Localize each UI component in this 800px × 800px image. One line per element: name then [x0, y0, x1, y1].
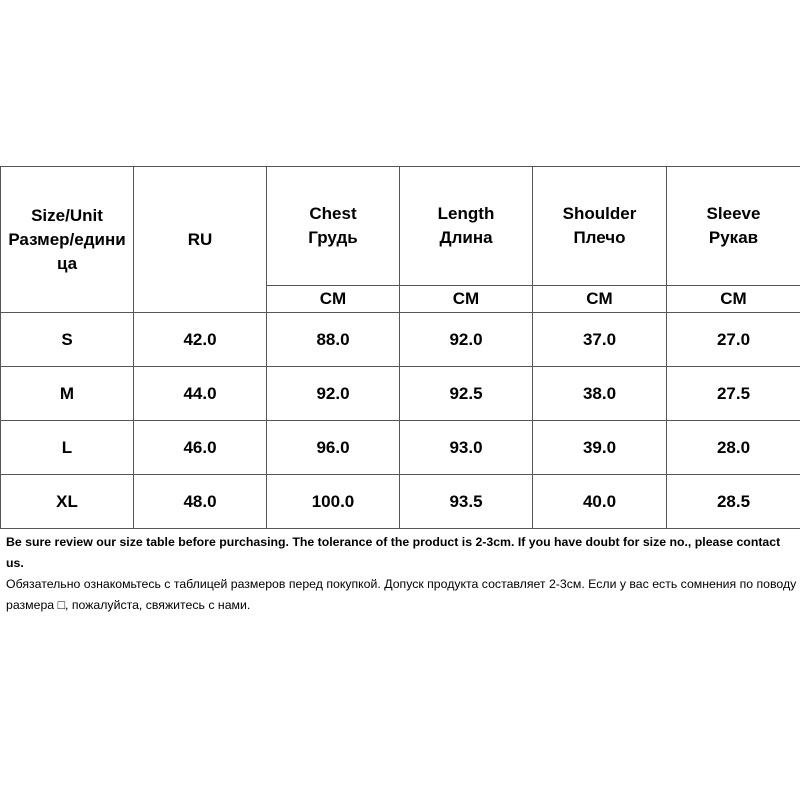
cell-size: XL — [1, 475, 134, 529]
table-row — [1, 367, 800, 421]
unit-length: CM — [400, 286, 533, 313]
cell-length: 93.5 — [400, 475, 533, 529]
cell-length: 92.5 — [400, 367, 533, 421]
header-chest: Chest Грудь — [267, 167, 400, 286]
note-russian: Обязательно ознакомьтесь с таблицей размеров перед покупкой. Допуск продукта составляет 2-3см. Если у вас есть сомнения по поводу размера □, пожалуйста, свяжитесь с нами. — [6, 577, 797, 612]
header-ru: RU — [134, 167, 267, 313]
cell-size: S — [1, 313, 134, 367]
cell-ru: 48.0 — [134, 475, 267, 529]
table-row — [1, 421, 800, 475]
header-length: Length Длина — [400, 167, 533, 286]
cell-sleeve: 27.0 — [667, 313, 800, 367]
cell-ru: 42.0 — [134, 313, 267, 367]
note-english: Be sure review our size table before purchasing. The tolerance of the product is 2-3cm. If you have doubt for size no., please contact us. — [6, 535, 781, 570]
table-row — [1, 475, 800, 529]
cell-size: L — [1, 421, 134, 475]
cell-ru: 44.0 — [134, 367, 267, 421]
unit-chest: CM — [267, 286, 400, 313]
unit-sleeve: CM — [667, 286, 800, 313]
table-header-row — [1, 167, 800, 286]
header-size-unit: Size/Unit Размер/едини ца — [1, 167, 134, 313]
cell-shoulder: 40.0 — [533, 475, 667, 529]
cell-chest: 88.0 — [267, 313, 400, 367]
header-shoulder: Shoulder Плечо — [533, 167, 667, 286]
cell-sleeve: 28.5 — [667, 475, 800, 529]
cell-chest: 96.0 — [267, 421, 400, 475]
size-notes — [6, 532, 798, 616]
cell-sleeve: 27.5 — [667, 367, 800, 421]
cell-chest: 92.0 — [267, 367, 400, 421]
cell-chest: 100.0 — [267, 475, 400, 529]
cell-size: M — [1, 367, 134, 421]
table-row — [1, 313, 800, 367]
header-sleeve: Sleeve Рукав — [667, 167, 800, 286]
cell-sleeve: 28.0 — [667, 421, 800, 475]
unit-shoulder: CM — [533, 286, 667, 313]
cell-shoulder: 38.0 — [533, 367, 667, 421]
cell-length: 93.0 — [400, 421, 533, 475]
cell-shoulder: 37.0 — [533, 313, 667, 367]
cell-shoulder: 39.0 — [533, 421, 667, 475]
cell-ru: 46.0 — [134, 421, 267, 475]
size-table — [0, 166, 800, 529]
cell-length: 92.0 — [400, 313, 533, 367]
